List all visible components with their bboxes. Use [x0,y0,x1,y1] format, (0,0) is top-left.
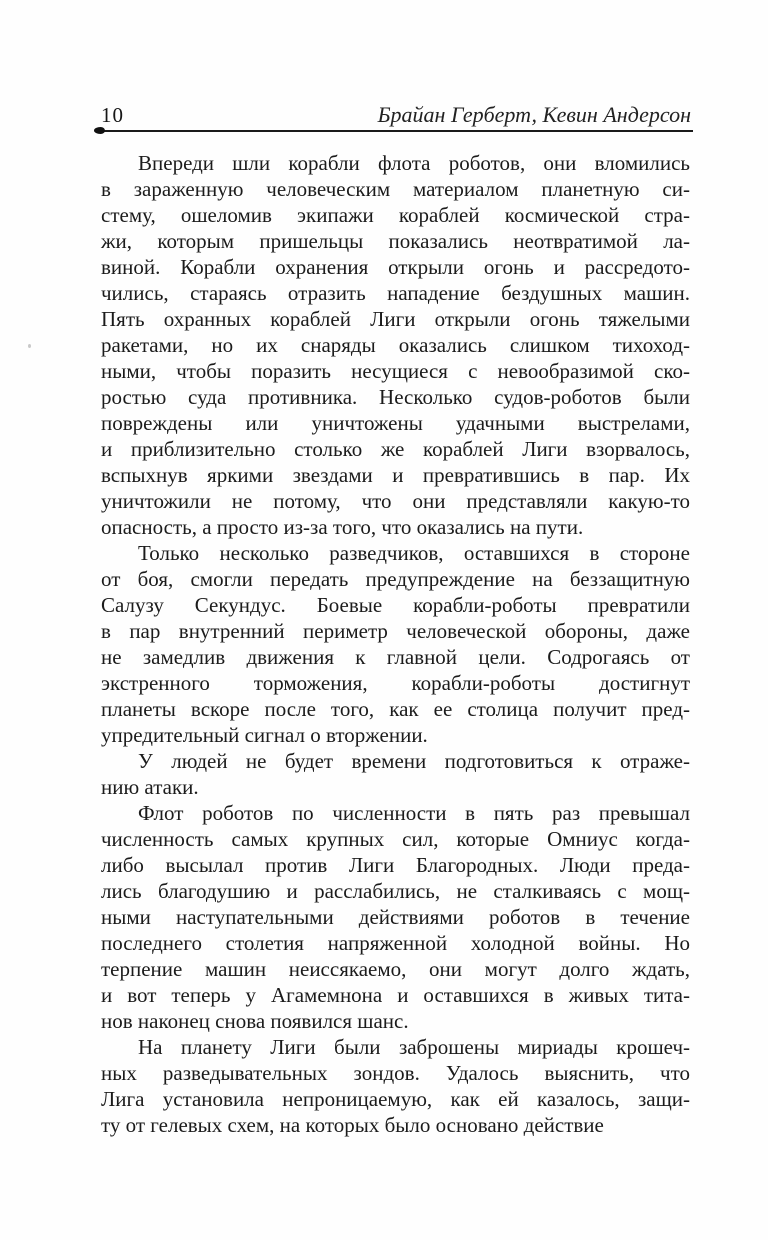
text-line: Лига установила непроницаемую, как ей казалось, защи- [101,1087,690,1111]
text-line: стему, ошеломив экипажи кораблей космической стра- [101,203,690,227]
text-line: Только несколько разведчиков, оставшихся в стороне [138,541,690,565]
body-text [101,150,690,1138]
header-rule [97,130,693,132]
paragraph [101,800,690,1034]
paragraph [101,540,690,748]
text-line: экстренного торможения, корабли-роботы достигнут [101,671,690,695]
text-line: терпение машин неиссякаемо, они могут долго ждать, [101,957,690,981]
text-line: ными наступательными действиями роботов в течение [101,905,690,929]
text-line: лись благодушию и расслабились, не сталкиваясь с мощ- [101,879,690,903]
text-line: ными, чтобы поразить несущиеся с невообразимой ско- [101,359,690,383]
rule-end-dot [94,127,105,134]
text-line: последнего столетия напряженной холодной войны. Но [101,931,690,955]
paragraph [101,150,690,540]
text-line: нию атаки. [101,775,199,799]
paragraph [101,748,690,800]
scan-speck-artifact [28,344,31,348]
text-line: ту от гелевых схем, на которых было основано действие [101,1113,604,1137]
text-line: жи, которым пришельцы показались неотвратимой ла- [101,229,690,253]
text-line: и приблизительно столько же кораблей Лиги взорвалось, [101,437,690,461]
text-line: от боя, смогли передать предупреждение на беззащитную [101,567,690,591]
text-line: планеты вскоре после того, как ее столица получит пред- [101,697,690,721]
text-line: нов наконец снова появился шанс. [101,1009,409,1033]
text-line: У людей не будет времени подготовиться к отраже- [138,749,690,773]
text-line: уничтожили не потому, что они представляли какую-то [101,489,690,513]
text-line: ростью суда противника. Несколько судов-роботов были [101,385,690,409]
text-line: вспыхнув яркими звездами и превратившись в пар. Их [101,463,690,487]
text-line: чились, стараясь отразить нападение бездушных машин. [101,281,690,305]
text-line: упредительный сигнал о вторжении. [101,723,428,747]
text-line: Пять охранных кораблей Лиги открыли огонь тяжелыми [101,307,690,331]
text-line: в пар внутренний периметр человеческой обороны, даже [101,619,690,643]
text-line: повреждены или уничтожены удачными выстрелами, [101,411,690,435]
text-line: опасность, а просто из-за того, что оказались на пути. [101,515,584,539]
page-header [101,102,691,128]
text-line: и вот теперь у Агамемнона и оставшихся в живых тита- [101,983,690,1007]
text-line: в зараженную человеческим материалом планетную си- [101,177,690,201]
page-number: 10 [101,103,124,127]
text-line: Флот роботов по численности в пять раз превышал [138,801,690,825]
text-line: ных разведывательных зондов. Удалось выяснить, что [101,1061,690,1085]
text-line: На планету Лиги были заброшены мириады крошеч- [138,1035,690,1059]
text-line: не замедлив движения к главной цели. Содрогаясь от [101,645,690,669]
paragraph [101,1034,690,1138]
text-line: ракетами, но их снаряды оказались слишком тихоход- [101,333,690,357]
text-line: либо высылал против Лиги Благородных. Люди преда- [101,853,690,877]
text-line: виной. Корабли охранения открыли огонь и рассредото- [101,255,690,279]
text-line: Салузу Секундус. Боевые корабли-роботы превратили [101,593,690,617]
text-line: Впереди шли корабли флота роботов, они вломились [138,151,690,175]
running-head-authors: Брайан Герберт, Кевин Андерсон [377,102,691,127]
text-line: численность самых крупных сил, которые Омниус когда- [101,827,690,851]
